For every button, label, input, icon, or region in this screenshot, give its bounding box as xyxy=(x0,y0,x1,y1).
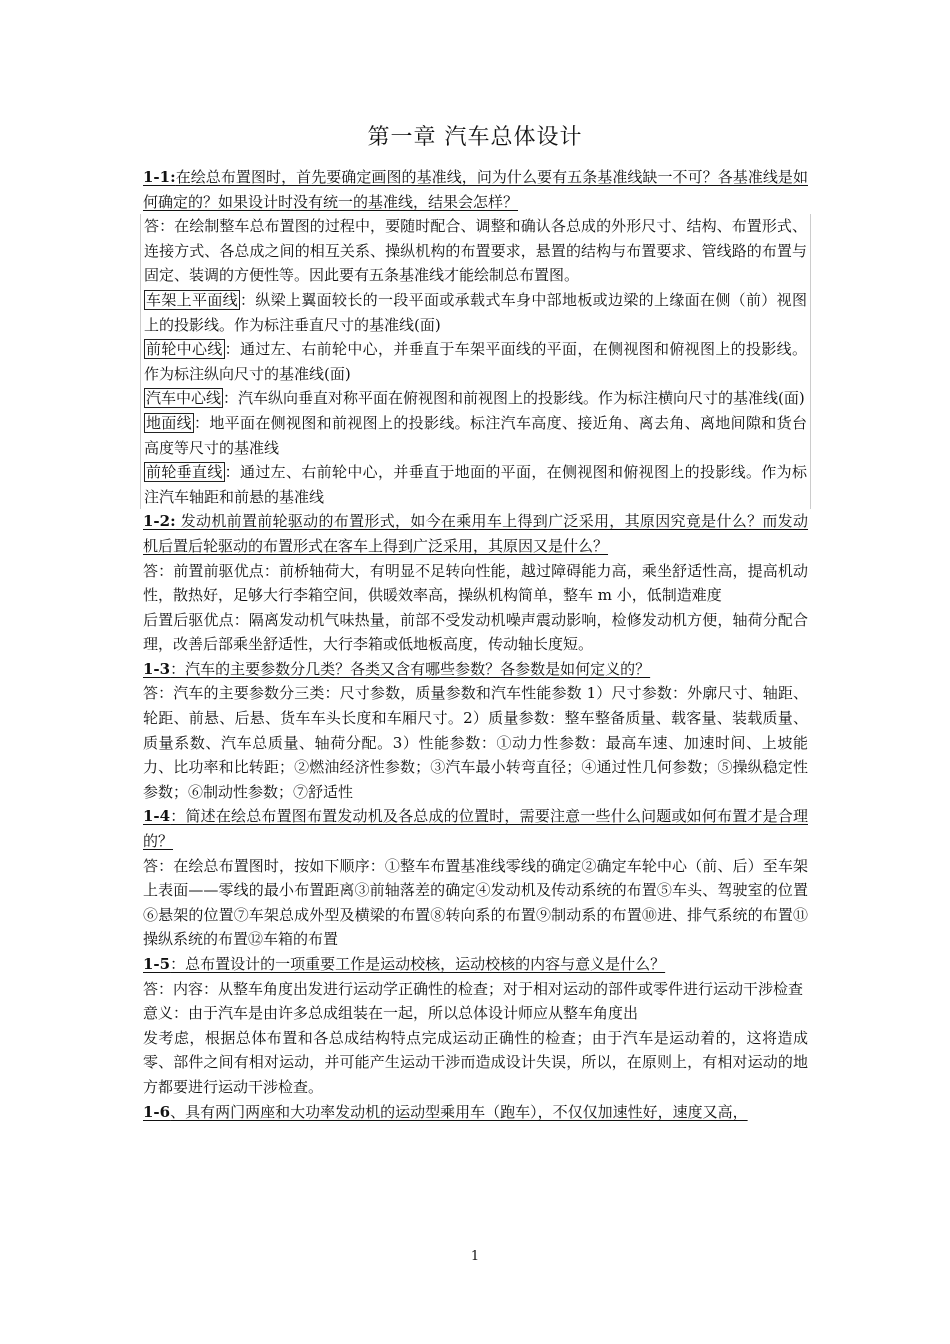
question-text: 发动机前置前轮驱动的布置形式，如今在乘用车上得到广泛采用，其原因究竟是什么？而发动机后置后轮驱动的布置形式在客车上得到广泛采用，其原因又是什么？ xyxy=(143,512,808,555)
question-3 xyxy=(143,657,808,682)
baseline-term: 前轮垂直线 xyxy=(146,463,223,482)
question-number: 1-6 xyxy=(143,1102,171,1121)
question-text: ：汽车的主要参数分几类？各类又含有哪些参数？各参数是如何定义的？ xyxy=(170,659,651,678)
question-text: 在绘总布置图时，首先要确定画图的基准线，问为什么要有五条基准线缺一不可？各基准线是如何确定的？如果设计时没有统一的基准线，结果会怎样？ xyxy=(143,168,808,211)
question-4 xyxy=(143,804,808,853)
answer-1-block xyxy=(140,214,811,509)
baseline-term: 前轮中心线 xyxy=(146,340,223,359)
answer-text: 答：在绘制整车总布置图的过程中，要随时配合、调整和确认各总成的外形尺寸、结构、布置形式、连接方式、各总成之间的相互关系、操纵机构的布置要求，悬置的结构与布置要求、管线路的布置与固定、装调的方便性等。因此要有五条基准线才能绘制总布置图。 xyxy=(144,217,807,285)
answer-text: 意义：由于汽车是由许多总成组装在一起，所以总体设计师应从整车角度出 xyxy=(143,1004,639,1023)
answer-text: 答：汽车的主要参数分三类：尺寸参数，质量参数和汽车性能参数 1）尺寸参数：外廓尺寸、轴距、轮距、前悬、后悬、货车车头长度和车厢尺寸。2）质量参数：整车整备质量、载客量、装载质量、质量系数、汽车总质量、轴荷分配。3）性能参数：①动力性参数：最高车速、加速时间、上坡能力、比功率和比转距；②燃油经济性参数；③汽车最小转弯直径；④通过性几何参数；⑤操纵稳定性参数；⑥制动性参数；⑦舒适性 xyxy=(143,684,808,801)
answer-text: 答：内容：从整车角度出发进行运动学正确性的检查；对于相对运动的部件或零件进行运动干涉检查 xyxy=(143,979,804,998)
baseline-term: 汽车中心线 xyxy=(146,389,222,408)
answer-text: 发考虑，根据总体布置和各总成结构特点完成运动正确性的检查；由于汽车是运动着的，这将造成零、部件之间有相对运动，并可能产生运动干涉而造成设计失误，所以，在原则上，有相对运动的地方都要进行运动干涉检查。 xyxy=(143,1028,808,1096)
question-6 xyxy=(143,1100,808,1125)
question-1 xyxy=(143,165,808,214)
question-number: 1-1: xyxy=(143,168,176,186)
baseline-desc: ：汽车纵向垂直对称平面在俯视图和前视图上的投影线。作为标注横向尺寸的基准线(面) xyxy=(223,389,805,408)
document-body xyxy=(143,165,808,1124)
baseline-term: 车架上平面线 xyxy=(146,290,238,309)
baseline-item xyxy=(144,337,807,386)
baseline-desc: ：纵梁上翼面较长的一段平面或承载式车身中部地板或边梁的上缘面在侧（前）视图上的投影线。作为标注垂直尺寸的基准线(面) xyxy=(144,290,807,334)
baseline-term: 地面线 xyxy=(146,413,192,432)
answer-text: 后置后驱优点：隔离发动机气味热量，前部不受发动机噪声震动影响，检修发动机方便，轴荷分配合理，改善后部乘坐舒适性，大行李箱或低地板高度，传动轴长度短。 xyxy=(143,610,808,654)
question-number: 1-4 xyxy=(143,807,171,826)
baseline-item xyxy=(144,411,807,460)
baseline-desc: ：通过左、右前轮中心，并垂直于地面的平面，在侧视图和俯视图上的投影线。作为标注汽车轴距和前悬的基准线 xyxy=(144,463,807,506)
baseline-desc: ：通过左、右前轮中心，并垂直于车架平面线的平面，在侧视图和俯视图上的投影线。作为标注纵向尺寸的基准线(面) xyxy=(144,340,807,383)
chapter-title: 第一章 汽车总体设计 xyxy=(367,125,583,150)
question-text: ：总布置设计的一项重要工作是运动校核，运动校核的内容与意义是什么？ xyxy=(170,955,666,973)
baseline-item xyxy=(144,386,807,411)
baseline-item xyxy=(144,288,807,337)
question-number: 1-5 xyxy=(143,955,171,973)
baseline-item xyxy=(144,460,807,509)
question-5 xyxy=(143,952,808,977)
question-number: 1-3 xyxy=(143,659,171,678)
question-2 xyxy=(143,509,808,558)
answer-text: 答：在绘总布置图时，按如下顺序：①整车布置基准线零线的确定②确定车轮中心（前、后）至车架上表面——零线的最小布置距离③前轴落差的确定④发动机及传动系统的布置⑤车头、驾驶室的位置⑥悬架的位置⑦车架总成外型及横梁的布置⑧转向系的布置⑨制动系的布置⑩进、排气系统的布置⑪操纵系统的布置⑫车箱的布置 xyxy=(143,856,808,949)
answer-text: 答：前置前驱优点：前桥轴荷大，有明显不足转向性能，越过障碍能力高，乘坐舒适性高，提高机动性，散热好，足够大行李箱空间，供暖效率高，操纵机构简单，整车 m 小，低制造难度 xyxy=(143,561,808,605)
baseline-desc: ：地平面在侧视图和前视图上的投影线。标注汽车高度、接近角、离去角、离地间隙和货台高度等尺寸的基准线 xyxy=(144,413,807,457)
page-number: 1 xyxy=(470,1249,480,1264)
question-number: 1-2: xyxy=(143,512,176,531)
question-text: ：简述在绘总布置图布置发动机及各总成的位置时，需要注意一些什么问题或如何布置才是合理的？ xyxy=(143,807,808,851)
question-text: 、具有两门两座和大功率发动机的运动型乘用车（跑车），不仅仅加速性好，速度又高， xyxy=(170,1102,748,1121)
